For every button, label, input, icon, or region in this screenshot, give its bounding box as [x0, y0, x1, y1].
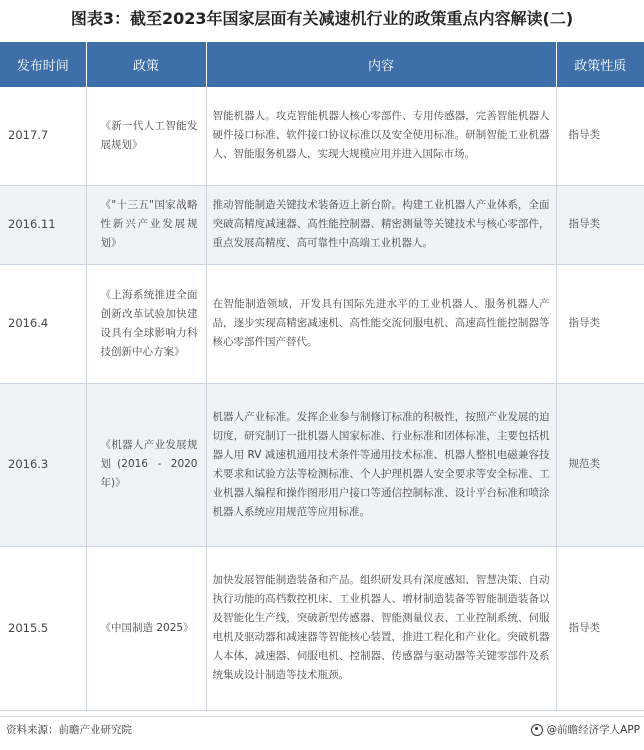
row-content: 加快发展智能制造装备和产品。组织研发具有深度感知、智慧决策、自动执行功能的高档数控机床、工业机器人、增材制造装备等智能制造装备以及智能化生产线，突破新型传感器、智能测量仪表、工业控制系统、伺服电机及驱动器和减速器等智能核心装置，推进工程化和产业化。突破机器人本体、减速器、伺服电机、控制器、传感器与驱动器等关键零部件及系统集成设计制造等技术瓶颈。	[206, 546, 556, 710]
brand-label: @前瞻经济学人APP	[546, 724, 640, 736]
header-content: 内容	[206, 42, 556, 87]
row-nature: 规范类	[556, 383, 644, 546]
table-row	[0, 383, 644, 546]
table-row	[0, 264, 644, 383]
row-content: 智能机器人。攻克智能机器人核心零部件、专用传感器，完善智能机器人硬件接口标准、软件接口协议标准以及安全使用标准。研制智能工业机器人、智能服务机器人，实现大规模应用并进入国际市场。	[206, 87, 556, 185]
row-policy: 《中国制造 2025》	[86, 546, 206, 710]
brand-credit	[531, 722, 640, 737]
row-date: 2015.5	[0, 546, 86, 710]
page-title: 图表3：截至2023年国家层面有关减速机行业的政策重点内容解读(二)	[70, 9, 574, 28]
row-policy: 《"十三五"国家战略性新兴产业发展规划》	[86, 185, 206, 264]
table-row	[0, 546, 644, 710]
table-row	[0, 185, 644, 264]
row-content: 在智能制造领域，开发具有国际先进水平的工业机器人、服务机器人产品，逐步实现高精密减速机、高性能交流伺服电机、高速高性能控制器等核心零部件国产替代。	[206, 264, 556, 383]
row-date: 2016.11	[0, 185, 86, 264]
policy-table	[0, 42, 644, 711]
row-date: 2016.3	[0, 383, 86, 546]
footer-divider	[0, 716, 644, 717]
table-header-row	[0, 42, 644, 87]
header-policy: 政策	[86, 42, 206, 87]
row-nature: 指导类	[556, 185, 644, 264]
row-nature: 指导类	[556, 87, 644, 185]
row-date: 2016.4	[0, 264, 86, 383]
row-policy: 《上海系统推进全面创新改革试验加快建设具有全球影响力科技创新中心方案》	[86, 264, 206, 383]
qianzhan-logo-icon	[531, 724, 543, 736]
header-nature: 政策性质	[556, 42, 644, 87]
row-policy: 《新一代人工智能发展规划》	[86, 87, 206, 185]
footer	[0, 722, 644, 740]
row-date: 2017.7	[0, 87, 86, 185]
row-policy: 《机器人产业发展规划(2016 - 2020年)》	[86, 383, 206, 546]
row-nature: 指导类	[556, 264, 644, 383]
row-content: 推动智能制造关键技术装备迈上新台阶。构建工业机器人产业体系，全面突破高精度减速器、高性能控制器、精密测量等关键技术与核心零部件，重点发展高精度、高可靠性中高端工业机器人。	[206, 185, 556, 264]
row-nature: 指导类	[556, 546, 644, 710]
source-note: 资料来源：前瞻产业研究院	[6, 724, 132, 736]
header-date: 发布时间	[0, 42, 86, 87]
row-content: 机器人产业标准。发挥企业参与制修订标准的积极性，按照产业发展的迫切度，研究制订一批机器人国家标准、行业标准和团体标准，主要包括机器人用 RV 减速机通用技术条件等通用技术标准、机器人整机电磁兼容技术要求和试验方法等检测标准、个人护理机器人安全要求等安全标准、工业机器人编程和操作图形用户接口等通信控制标准、设计平台标准和喷涂机器人系统应用规范等应用标准。	[206, 383, 556, 546]
table-row	[0, 87, 644, 185]
